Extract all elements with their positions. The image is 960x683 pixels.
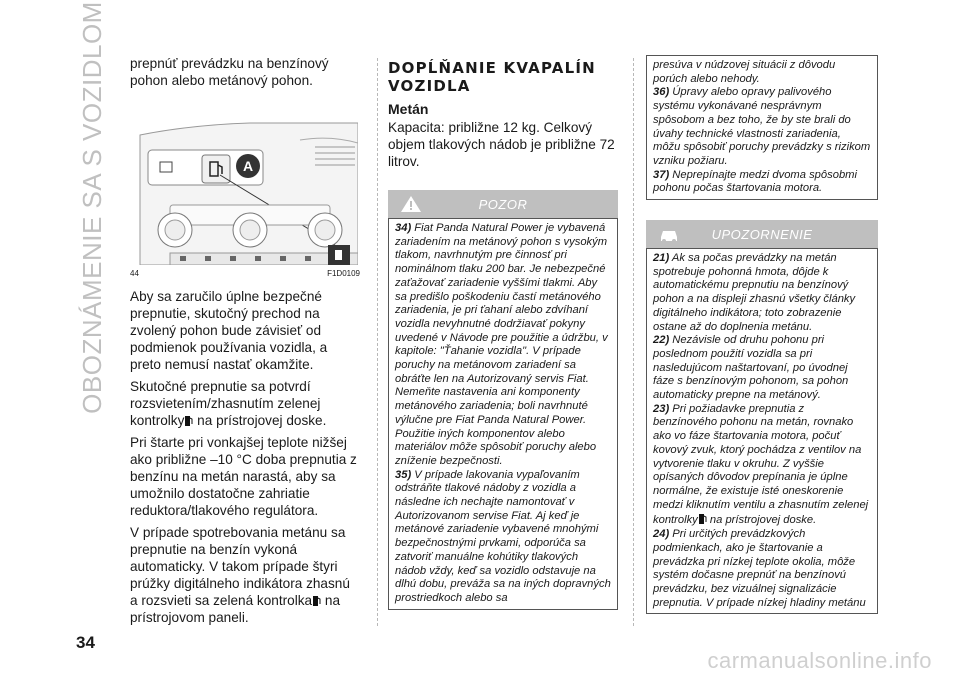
- figure-caption: [130, 269, 360, 278]
- section-heading: DOPĹŇANIE KVAPALÍN VOZIDLA: [388, 59, 596, 95]
- note-item: 23) Pri požiadavke prepnutia z benzínového pohonu na metán, rovnako ako vo fáze štartovania motora, počuť kovový zvuk, ktorý pochádza z ventilov na vytvorenie tlaku v okruhu. Z vyššie opísaných dôvodov prepínania je úplne normálne, že existuje isté oneskorenie medzi kliknutím ventilu a zhasnutím zelenej kontrolky na prístrojovej doske.: [653, 402, 869, 527]
- fuel-icon: [312, 594, 321, 607]
- sub-heading: Metán: [388, 101, 429, 117]
- paragraph: Aby sa zaručilo úplne bezpečné prepnutie, skutočný prechod na zvolený pohon bude závisieť od podmienok používania vozidla, a preto nemusí nastať okamžite.: [130, 289, 328, 372]
- notice-box: [646, 248, 878, 614]
- column-3: [646, 55, 878, 614]
- note-item: 21) Ak sa počas prevádzky na metán spotrebuje pohonná hmota, dôjde k automatickému prepnutiu na benzínový pohon a na displeji zhasnú všetky články digitálneho indikátora; toto zobrazenie ostane až do doplnenia metánu.: [653, 252, 856, 333]
- warning-box: [388, 218, 618, 610]
- watermark: carmanualsonline.info: [707, 648, 932, 673]
- warning-header: POZOR: [388, 190, 618, 218]
- note-item: 36) Úpravy alebo opravy palivového systému vykonávané nesprávnym spôsobom a bez toho, že by ste brali do úvahy technické vlastnosti zariadenia, môžu spôsobiť poruchy prevádzky s rizikom vzniku požiaru.: [653, 86, 871, 167]
- column-1: [130, 55, 360, 631]
- paragraph: Pri štarte pri vonkajšej teplote nižšej ako približne –10 °C doba prepnutia z benzínu na metán narastá, aby sa umožnilo dostatočne zahriatie reduktora/tlakového regulátora.: [130, 435, 357, 518]
- warning-box-continued: [646, 55, 878, 200]
- paragraph: V prípade spotrebovania metánu sa prepnutie na benzín vykoná automaticky. V takom prípade štyri prúžky digitálneho indikátora zhasnú a rozsvieti sa zelená kontrolka na prístrojovom paneli.: [130, 525, 350, 625]
- notice-header: UPOZORNENIE: [646, 220, 878, 248]
- column-2: [388, 55, 618, 610]
- callout-label: A: [243, 158, 254, 174]
- dashboard-illustration: [130, 95, 358, 265]
- side-section-title: OBOZNÁMENIE SA S VOZIDLOM: [76, 0, 107, 414]
- fuel-icon: [698, 512, 707, 525]
- column-divider: [377, 58, 378, 626]
- column-divider: [633, 58, 634, 626]
- paragraph: Kapacita: približne 12 kg. Celkový objem tlakových nádob je približne 72 litrov.: [388, 120, 615, 169]
- note-item: 35) V prípade lakovania vypaľovaním odstráňte tlakové nádoby z vozidla a následne ich nechajte namontovať v Autorizovanom servise Fiat. Aj keď je metánové zariadenie vybavené mnohými bezpečnostnými prvkami, odporúča sa zatvoriť manuálne kohútiky tlakových nádob vždy, keď sa vozidlo odstavuje na dlhú dobu, preváža sa na iných dopravných prostriedkoch alebo sa: [395, 468, 611, 604]
- note-item: 37) Neprepínajte medzi dvoma spôsobmi pohonu počas štartovania motora.: [653, 168, 857, 195]
- note-item: 22) Nezávisle od druhu pohonu pri poslednom použití vozidla sa pri nasledujúcom naštartovaní, po úvodnej fáze s benzínovým pohonom, sa pohon automaticky prepne na metánový.: [653, 334, 849, 402]
- warning-triangle-icon: [400, 194, 422, 217]
- note-item: presúva v núdzovej situácii z dôvodu porúch alebo nehody.: [653, 59, 836, 85]
- paragraph: Skutočné prepnutie sa potvrdí rozsvietením/zhasnutím zelenej kontrolky na prístrojovej doske.: [130, 379, 327, 428]
- paragraph: prepnúť prevádzku na benzínový pohon alebo metánový pohon.: [130, 56, 329, 88]
- figure-number: 44: [130, 269, 139, 278]
- note-item: 34) Fiat Panda Natural Power je vybavená zariadením na metánový pohon s vysokým tlakom, navrhnutým pre činnosť pri nominálnom tlaku 200 bar. Je nebezpečné zaťažovať zariadenie vyššími tlakmi. Aby sa predišlo poškodeniu častí metánového zariadenia, je pri ťahaní alebo zdvíhaní vozidla nevyhnutné dodržiavať pokyny uvedené v Návode pre použitie a údržbu, v kapitole: "Ťahanie vozidla". V prípade poruchy na metánovom zariadení sa obráťte len na Autorizovaný servis Fiat. Nemeňte nastavenia ani komponenty metánového zariadenia; boli navrhnuté výlučne pre Fiat Panda Natural Power. Použitie iných komponentov alebo materiálov môže spôsobiť poruchy alebo zníženie bezpečnosti.: [395, 222, 608, 467]
- page-number: 34: [76, 633, 95, 652]
- figure-code: F1D0109: [327, 269, 360, 278]
- note-item: 24) Pri určitých prevádzkových podmienkach, ako je štartovanie a prevádzka pri nízkej teplote okolia, môže systém dočasne prepnúť na benzínovú prevádzku, bez vizuálnej signalizácie prepnutia. V prípade nízkej hladiny metánu: [653, 528, 866, 609]
- car-icon: [658, 224, 680, 247]
- dashboard-figure: [130, 95, 358, 265]
